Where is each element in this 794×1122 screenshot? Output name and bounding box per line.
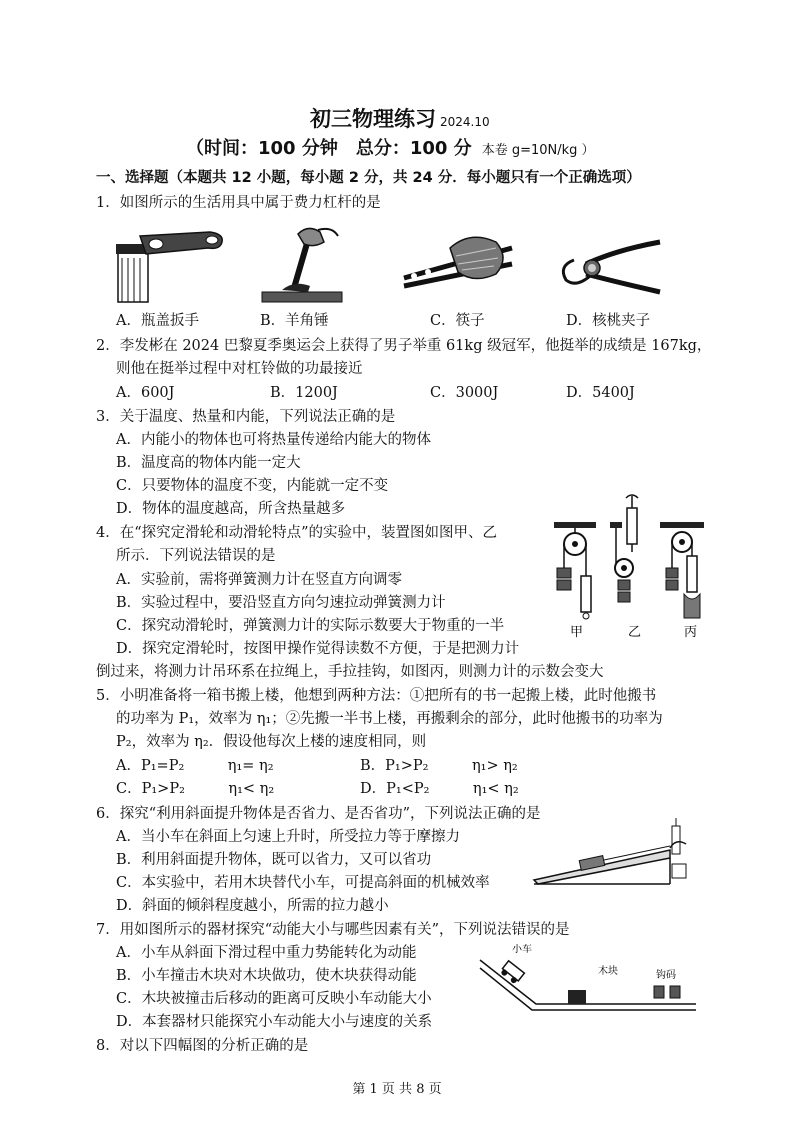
q1-option-c: C．筷子 [430,313,485,329]
q6-option-d: D．斜面的倾斜程度越小，所需的拉力越小 [116,898,389,914]
q5-option-d: D．P₁<P₂ η₁< η₂ [360,781,519,797]
q3-option-b: B．温度高的物体内能一定大 [116,455,301,471]
section-heading: 一、选择题（本题共 12 小题，每小题 2 分，共 24 分．每小题只有一个正确选项） [96,170,641,186]
q7-option-b: B．小车撞击木块对木块做功，使木块获得动能 [116,968,417,984]
time-score-text: （时间：100 分钟 总分：100 分 [186,138,472,159]
q5-stem-line2: 的功率为 P₁，效率为 η₁；②先搬一半书上楼，再搬剩余的部分，此时他搬书的功率为 [116,711,663,727]
q4-option-a: A．实验前，需将弹簧测力计在竖直方向调零 [116,572,402,588]
label-cart: 小车 [512,944,532,955]
label-weights: 钩码 [656,970,676,981]
q5-stem-line3: P₂，效率为 η₂．假设他每次上楼的速度相同，则 [116,734,427,750]
claw-hammer-figure [258,220,358,306]
q7-stem: 7．用如图所示的器材探究“动能大小与哪些因素有关”，下列说法错误的是 [96,922,570,938]
q2-option-b: B．1200J [270,385,338,401]
q7-option-c: C．木块被撞击后移动的距离可反映小车动能大小 [116,991,432,1007]
g-note: 本卷 g=10N/kg ） [481,143,595,158]
q4-option-d: D．探究定滑轮时，按图甲操作觉得读数不方便，于是把测力计 [116,641,520,657]
q2-option-c: C．3000J [430,385,499,401]
q2-stem-line2: 则他在挺举过程中对杠铃做的功最接近 [116,361,363,377]
q5-stem-line1: 5．小明准备将一箱书搬上楼，他想到两种方法：①把所有的书一起搬上楼，此时他搬书 [96,688,657,704]
q1-option-a: A．瓶盖扳手 [116,313,199,329]
q6-stem: 6．探究“利用斜面提升物体是否省力、是否省功”，下列说法正确的是 [96,806,541,822]
title-text: 初三物理练习 [310,107,436,131]
q6-option-a: A．当小车在斜面上匀速上升时，所受拉力等于摩擦力 [116,829,460,845]
inclined-plane-figure [530,818,710,888]
q5-option-b: B．P₁>P₂ η₁> η₂ [360,758,518,774]
q4-option-d-continued: 倒过来，将测力计吊环系在拉绳上，手拉挂钩，如图丙，则测力计的示数会变大 [96,664,604,680]
q7-option-a: A．小车从斜面下滑过程中重力势能转化为动能 [116,945,417,961]
q2-option-d: D．5400J [566,385,635,401]
q3-option-d: D．物体的温度越高，所含热量越多 [116,501,346,517]
q4-stem-line1: 4．在“探究定滑轮和动滑轮特点”的实验中，装置图如图甲、乙 [96,525,498,541]
q4-option-b: B．实验过程中，要沿竖直方向匀速拉动弹簧测力计 [116,595,446,611]
q3-option-c: C．只要物体的温度不变，内能就一定不变 [116,478,389,494]
q6-option-c: C．本实验中，若用木块替代小车，可提高斜面的机械效率 [116,875,490,891]
exam-info [186,134,595,160]
q8-stem: 8．对以下四幅图的分析正确的是 [96,1038,309,1054]
q3-option-a: A．内能小的物体也可将热量传递给内能大的物体 [116,432,431,448]
q2-stem-line1: 2．李发彬在 2024 巴黎夏季奥运会上获得了男子举重 61kg 级冠军，他挺举的成绩是 167kg， [96,338,712,354]
q4-option-c: C．探究动滑轮时，弹簧测力计的实际示数要大于物重的一半 [116,618,505,634]
bottle-opener-figure [110,224,230,304]
q2-option-a: A．600J [116,385,175,401]
page-footer: 第 1 页 共 8 页 [352,1082,442,1097]
q6-option-b: B．利用斜面提升物体，既可以省力，又可以省功 [116,852,432,868]
q4-stem-line2: 所示．下列说法错误的是 [116,548,276,564]
page-title [310,103,490,133]
label-block: 木块 [598,966,618,977]
q5-option-a: A．P₁=P₂ η₁= η₂ [116,758,274,774]
q1-option-b: B．羊角锤 [260,313,329,329]
fig-label-yi: 乙 [628,625,642,640]
chopsticks-figure [400,228,520,298]
nutcracker-figure [556,230,666,302]
q1-option-d: D．核桃夹子 [566,313,651,329]
fig-label-jia: 甲 [570,625,584,640]
q7-option-d: D．本套器材只能探究小车动能大小与速度的关系 [116,1014,433,1030]
pulley-figure [548,494,708,648]
fig-label-bing: 丙 [684,625,698,640]
q3-stem: 3．关于温度、热量和内能，下列说法正确的是 [96,409,396,425]
q1-stem: 1．如图所示的生活用具中属于费力杠杆的是 [96,195,381,211]
kinetic-energy-figure [476,944,696,1024]
q5-option-c: C．P₁>P₂ η₁< η₂ [116,781,275,797]
date-text: 2024.10 [440,115,490,129]
